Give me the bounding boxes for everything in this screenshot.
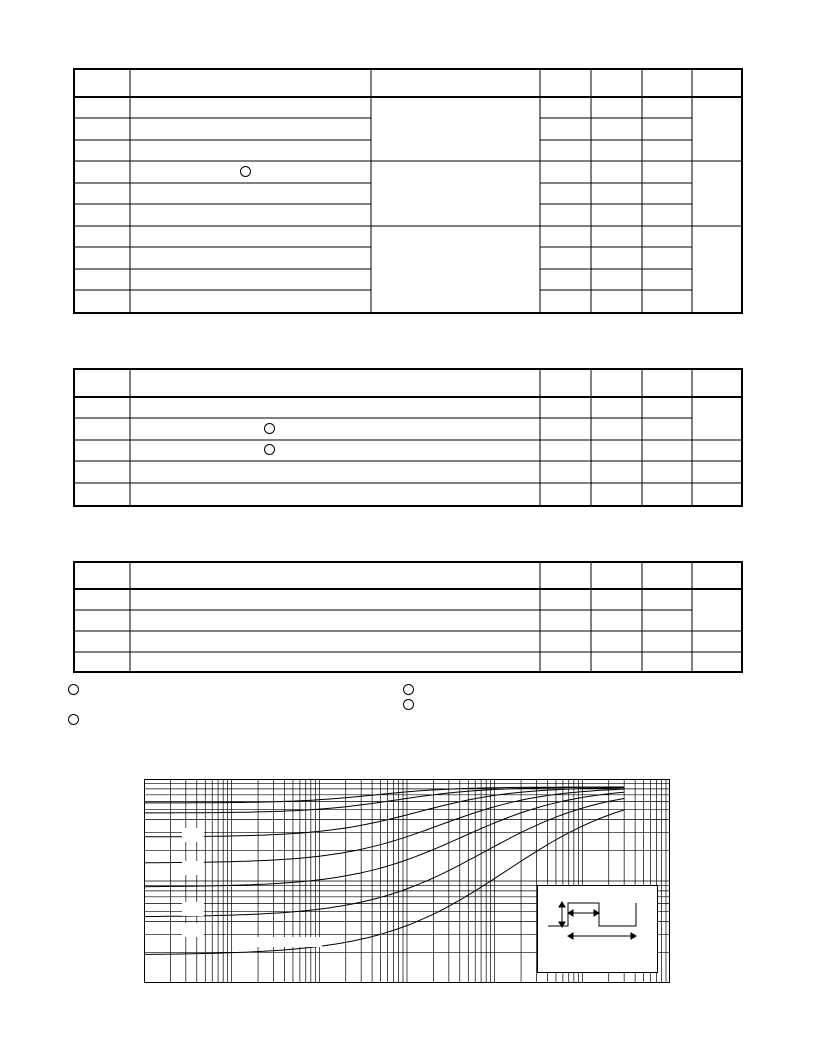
pulse-waveform-inset [537,885,658,973]
note-marker-circle [403,699,414,710]
pulse-waveform-diagram [538,886,657,972]
note-marker-circle [68,684,79,695]
note-marker-circle [240,166,251,177]
table-3 [73,561,743,673]
curve-label-box [182,923,204,937]
table-1 [73,68,743,314]
curve-label-box [182,902,204,916]
curve-label-box [182,861,204,875]
note-marker-circle [403,684,414,695]
curve-label-box [182,828,204,842]
curve-label-box [232,937,322,947]
table-3-grid [75,563,741,671]
note-marker-circle [68,714,79,725]
note-marker-circle [264,444,275,455]
note-marker-circle [264,423,275,434]
table-1-grid [75,70,741,312]
table-2 [73,368,743,507]
table-2-grid [75,370,741,505]
